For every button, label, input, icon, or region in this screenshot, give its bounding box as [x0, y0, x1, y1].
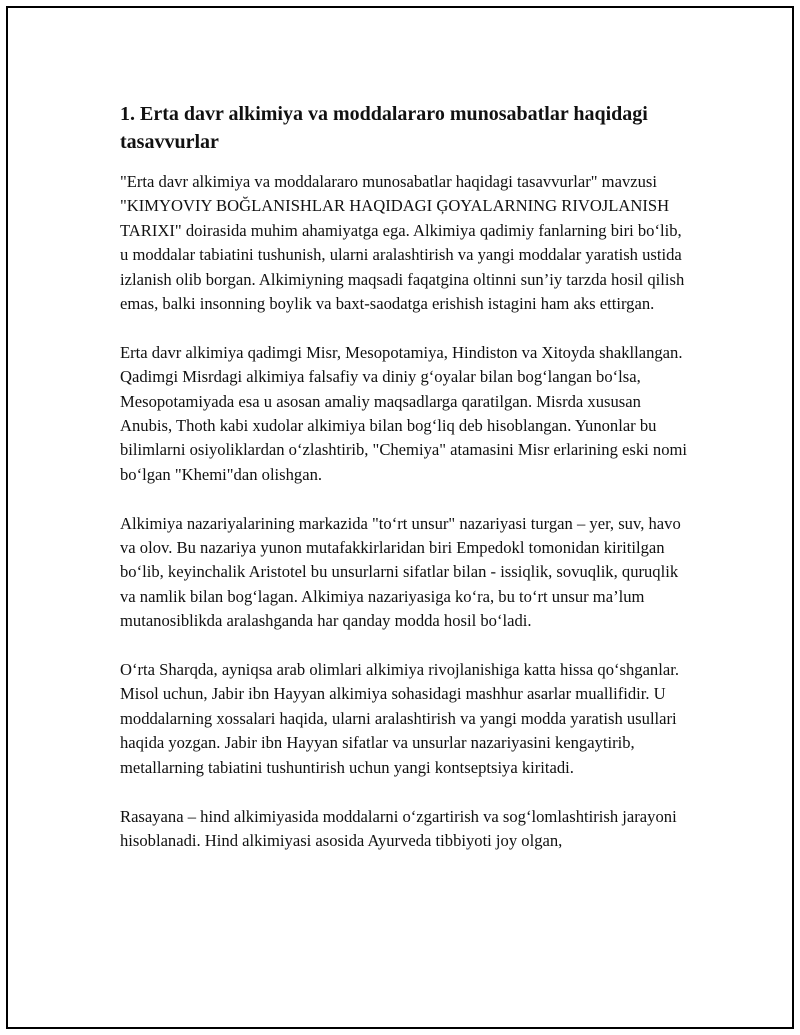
- document-body: [120, 100, 688, 878]
- page-frame: [6, 6, 794, 1029]
- paragraph-5: Rasayana – hind alkimiyasida moddalarni o‘zgartirish va sog‘lomlashtirish jarayoni hisoblanadi. Hind alkimiyasi asosida Ayurveda tibbiyoti joy olgan,: [120, 806, 677, 850]
- section-heading: 1. Erta davr alkimiya va moddalararo munosabatlar haqidagi tasavvurlar: [120, 103, 648, 153]
- paragraph-2: Erta davr alkimiya qadimgi Misr, Mesopotamiya, Hindiston va Xitoyda shakllangan. Qadimgi Misrdagi alkimiya falsafiy va diniy g‘oyalar bilan bog‘langan bo‘lsa, Mesopotamiyada esa u asosan amaliy maqsadlarga qaratilgan. Misrda xususan Anubis, Thoth kabi xudolar alkimiya bilan bog‘liq deb hisoblangan. Yunonlar bu bilimlarni osiyoliklardan o‘zlashtirib, "Chemiya" atamasini Misr erlarining eski nomi bo‘lgan "Khemi"dan olishgan.: [120, 342, 688, 484]
- paragraph-3: Alkimiya nazariyalarining markazida "to‘rt unsur" nazariyasi turgan – yer, suv, havo va olov. Bu nazariya yunon mutafakkirlaridan biri Empedokl tomonidan kiritilgan bo‘lib, keyinchalik Aristotel bu unsurlarni sifatlar bilan - issiqlik, sovuqlik, quruqlik va namlik bilan bog‘lagan. Alkimiya nazariyasiga ko‘ra, bu to‘rt unsur ma’lum mutanosiblikda aralashganda har qanday modda hosil bo‘ladi.: [120, 513, 681, 631]
- paragraph-1: "Erta davr alkimiya va moddalararo munosabatlar haqidagi tasavvurlar" mavzusi "KIMYOVIY BOĞLANISHLAR HAQIDAGI ĢOYALARNING RIVOJLANISH TARIXI" doirasida muhim ahamiyatga ega. Alkimiya qadimiy fanlarning biri bo‘lib, u moddalar tabiatini tushunish, ularni aralashtirish va yangi moddalar yaratish ustida izlanish olib borgan. Alkimiyning maqsadi faqatgina oltinni sun’iy tarzda hosil qilish emas, balki insonning boylik va baxt-saodatga erishish istagini ham aks ettirgan.: [120, 172, 685, 314]
- paragraph-4: O‘rta Sharqda, ayniqsa arab olimlari alkimiya rivojlanishiga katta hissa qo‘shganlar. Misol uchun, Jabir ibn Hayyan alkimiya sohasidagi mashhur asarlar muallifidir. U moddalarning xossalari haqida, ularni aralashtirish va yangi modda yaratish usullari haqida yozgan. Jabir ibn Hayyan sifatlar va unsurlar nazariyasini kengaytirib, metallarning tabiatini tushuntirish uchun yangi kontseptsiya kiritadi.: [120, 660, 679, 777]
